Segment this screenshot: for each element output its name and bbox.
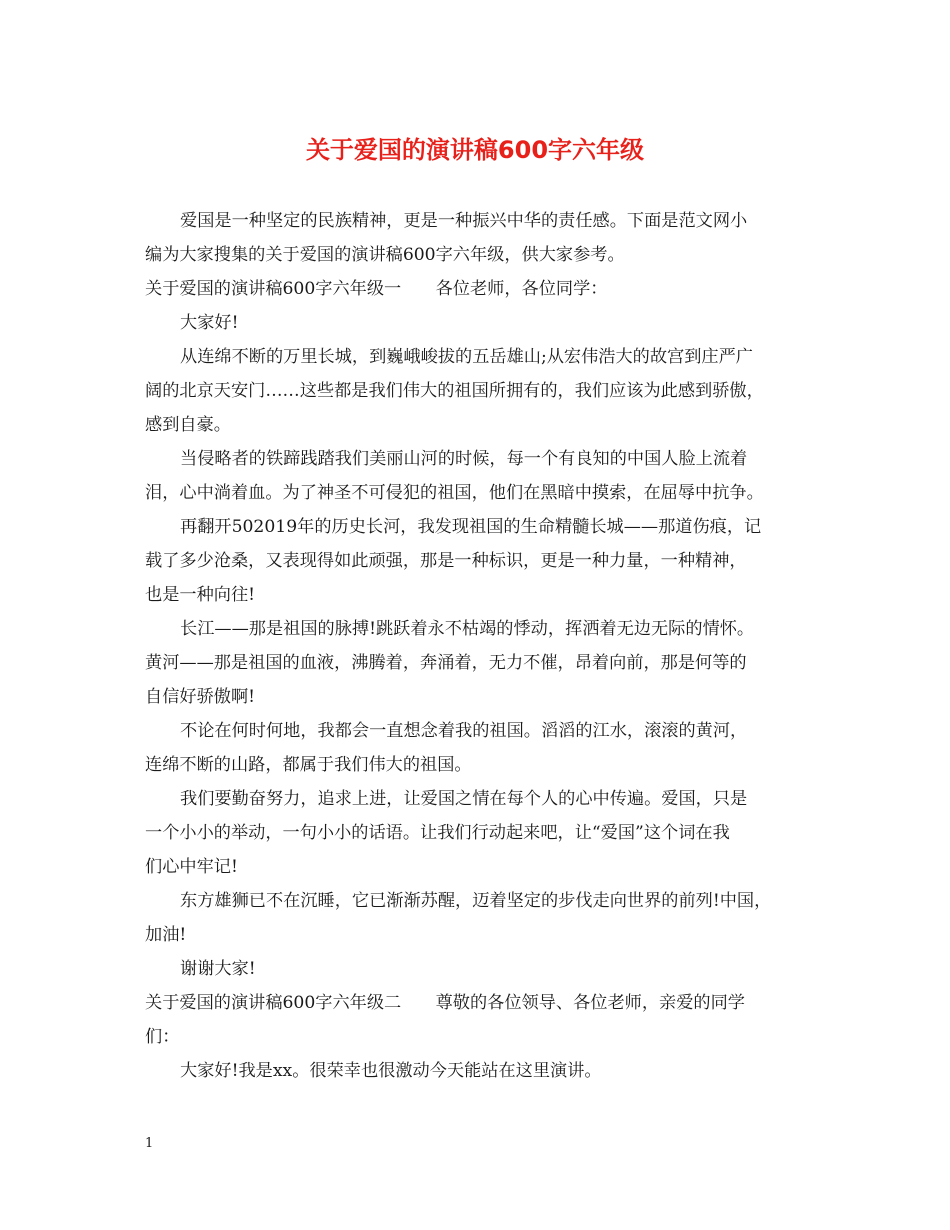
text-line: 我们要勤奋努力，追求上进，让爱国之情在每个人的心中传遍。爱国，只是 xyxy=(180,789,748,809)
text-line: 阔的北京天安门……这些都是我们伟大的祖国所拥有的，我们应该为此感到骄傲， xyxy=(145,381,764,401)
page-title: 关于爱国的演讲稿600字六年级 xyxy=(305,136,645,164)
text-line: 感到自豪。 xyxy=(145,415,231,435)
text-line: 自信好骄傲啊! xyxy=(145,687,256,707)
page-number: 1 xyxy=(145,1136,154,1151)
text-line: 编为大家搜集的关于爱国的演讲稿600字六年级，供大家参考。 xyxy=(145,245,625,265)
text-line: 关于爱国的演讲稿600字六年级一 各位老师，各位同学： xyxy=(145,279,608,299)
text-line: 们心中牢记! xyxy=(145,857,238,877)
text-line: 再翻开502019年的历史长河，我发现祖国的生命精髓长城——那道伤痕，记 xyxy=(180,517,762,537)
text-line: 一个小小的举动，一句小小的话语。让我们行动起来吧，让“爱国”这个词在我 xyxy=(145,823,730,843)
document-body xyxy=(145,204,815,1088)
text-line: 连绵不断的山路，都属于我们伟大的祖国。 xyxy=(145,755,472,775)
text-line: 从连绵不断的万里长城，到巍峨峻拔的五岳雄山;从宏伟浩大的故宫到庄严广 xyxy=(180,347,753,367)
text-line: 黄河——那是祖国的血液，沸腾着，奔涌着，无力不催，昂着向前，那是何等的 xyxy=(145,653,747,673)
text-line: 大家好!我是xx。很荣幸也很激动今天能站在这里演讲。 xyxy=(180,1061,602,1081)
text-line: 也是一种向往! xyxy=(145,585,256,605)
text-line: 爱国是一种坚定的民族精神，更是一种振兴中华的责任感。下面是范文网小 xyxy=(180,211,748,231)
text-line: 谢谢大家! xyxy=(180,959,256,979)
text-line: 加油! xyxy=(145,925,187,945)
text-line: 载了多少沧桑，又表现得如此顽强，那是一种标识，更是一种力量，一种精神， xyxy=(145,551,747,571)
text-line: 泪，心中淌着血。为了神圣不可侵犯的祖国，他们在黑暗中摸索，在屈辱中抗争。 xyxy=(145,483,764,503)
text-line: 长江——那是祖国的脉搏!跳跃着永不枯竭的悸动，挥洒着无边无际的情怀。 xyxy=(180,619,755,639)
text-line: 大家好! xyxy=(180,313,239,333)
text-line: 关于爱国的演讲稿600字六年级二 尊敬的各位领导、各位老师，亲爱的同学 xyxy=(145,993,745,1013)
text-line: 当侵略者的铁蹄践踏我们美丽山河的时候，每一个有良知的中国人脸上流着 xyxy=(180,449,748,469)
text-line: 不论在何时何地，我都会一直想念着我的祖国。滔滔的江水，滚滚的黄河， xyxy=(180,721,748,741)
text-line: 东方雄狮已不在沉睡，它已渐渐苏醒，迈着坚定的步伐走向世界的前列!中国， xyxy=(180,891,772,911)
text-line: 们： xyxy=(145,1027,180,1047)
